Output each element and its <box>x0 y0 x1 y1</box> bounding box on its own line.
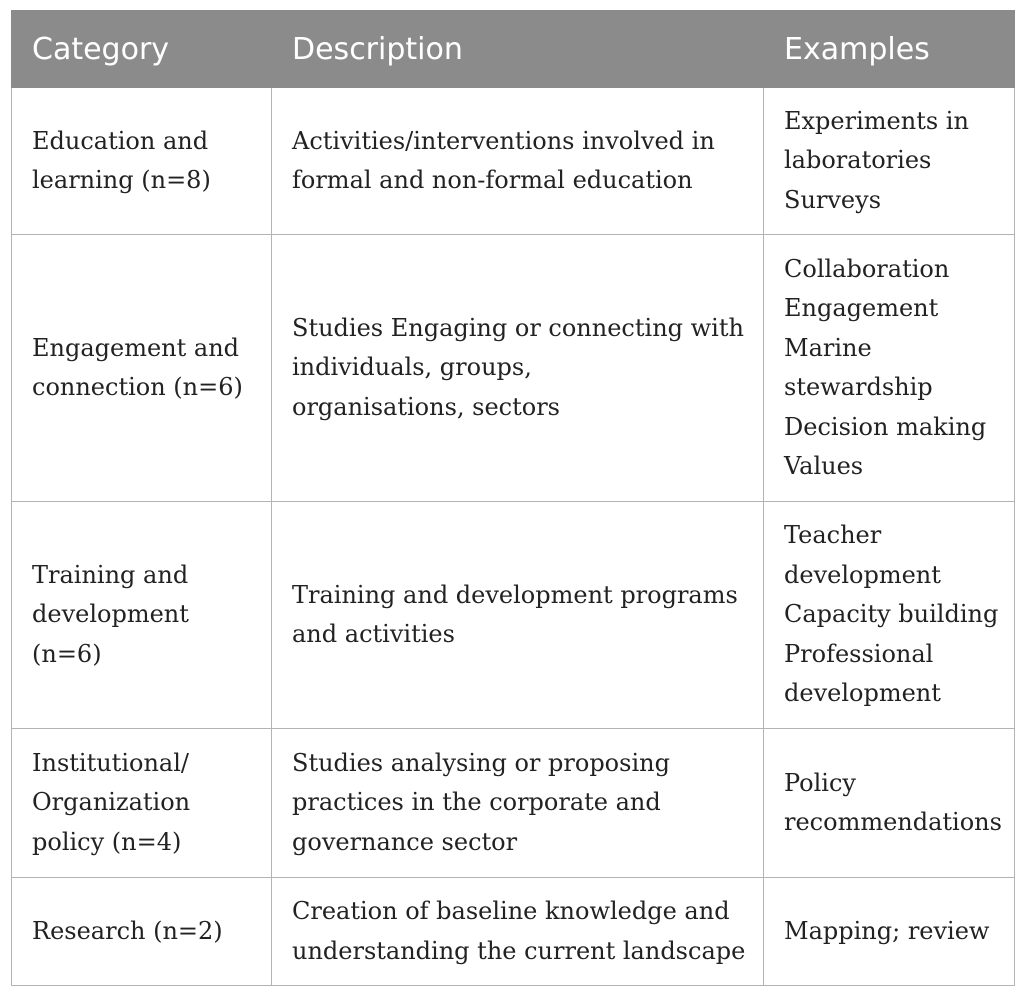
cell-line: recommendations <box>784 808 1002 836</box>
examples-cell <box>764 235 1015 502</box>
cell-line: Research (n=2) <box>32 916 223 945</box>
cell-line: Creation of baseline knowledge and <box>292 897 730 925</box>
header-category: Category <box>12 11 272 88</box>
cell-line: Teacher <box>784 521 882 550</box>
cell-line: individuals, groups, <box>292 353 532 382</box>
header-row <box>12 11 1015 88</box>
cell-line: learning (n=8) <box>32 166 211 194</box>
cell-line: laboratories <box>784 146 932 175</box>
cell-line: (n=6) <box>32 639 102 668</box>
description-cell <box>272 878 764 986</box>
cell-line: Values <box>784 452 864 480</box>
cell-line: Engagement and <box>32 333 240 362</box>
cell-line: understanding the current landscape <box>292 936 746 965</box>
categories-table-container <box>11 10 1014 986</box>
cell-line: Marine <box>784 333 872 362</box>
description-cell <box>272 235 764 502</box>
cell-line: organisations, sectors <box>292 392 560 421</box>
table-header <box>12 11 1015 88</box>
category-cell <box>12 502 272 729</box>
cell-line: development <box>784 560 941 589</box>
cell-line: governance sector <box>292 827 518 856</box>
cell-line: Training and <box>32 560 189 589</box>
cell-line: formal and non-formal education <box>292 166 693 194</box>
category-cell <box>12 88 272 235</box>
cell-line: Professional <box>784 639 934 668</box>
categories-table <box>11 10 1015 986</box>
table-row <box>12 235 1015 502</box>
cell-line: Education and <box>32 126 209 155</box>
cell-line: Institutional/ <box>32 748 189 777</box>
cell-line: development <box>32 600 189 629</box>
description-cell <box>272 502 764 729</box>
examples-cell <box>764 88 1015 235</box>
cell-line: Collaboration <box>784 254 950 283</box>
description-cell <box>272 729 764 878</box>
cell-line: Experiments in <box>784 106 969 135</box>
cell-line: Policy <box>784 768 856 797</box>
examples-cell <box>764 878 1015 986</box>
description-cell <box>272 88 764 235</box>
table-row <box>12 88 1015 235</box>
table-row <box>12 729 1015 878</box>
table-row <box>12 502 1015 729</box>
cell-line: Activities/interventions involved in <box>292 126 715 155</box>
cell-line: practices in the corporate and <box>292 788 661 817</box>
category-cell <box>12 235 272 502</box>
cell-line: policy (n=4) <box>32 827 182 856</box>
cell-line: Training and development programs <box>292 580 738 609</box>
cell-line: Mapping; review <box>784 916 990 945</box>
cell-line: Decision making <box>784 412 987 441</box>
cell-line: Studies analysing or proposing <box>292 748 670 777</box>
cell-line: Organization <box>32 788 191 817</box>
cell-line: Capacity building <box>784 600 999 629</box>
examples-cell <box>764 502 1015 729</box>
cell-line: stewardship <box>784 373 933 401</box>
table-body <box>12 88 1015 986</box>
cell-line: Surveys <box>784 185 882 214</box>
examples-cell <box>764 729 1015 878</box>
cell-line: connection (n=6) <box>32 373 243 401</box>
header-examples: Examples <box>764 11 1015 88</box>
header-description: Description <box>272 11 764 88</box>
table-row <box>12 878 1015 986</box>
cell-line: development <box>784 679 941 708</box>
cell-line: Engagement <box>784 294 939 322</box>
category-cell <box>12 729 272 878</box>
cell-line: and activities <box>292 620 455 648</box>
category-cell <box>12 878 272 986</box>
cell-line: Studies Engaging or connecting with <box>292 313 744 342</box>
